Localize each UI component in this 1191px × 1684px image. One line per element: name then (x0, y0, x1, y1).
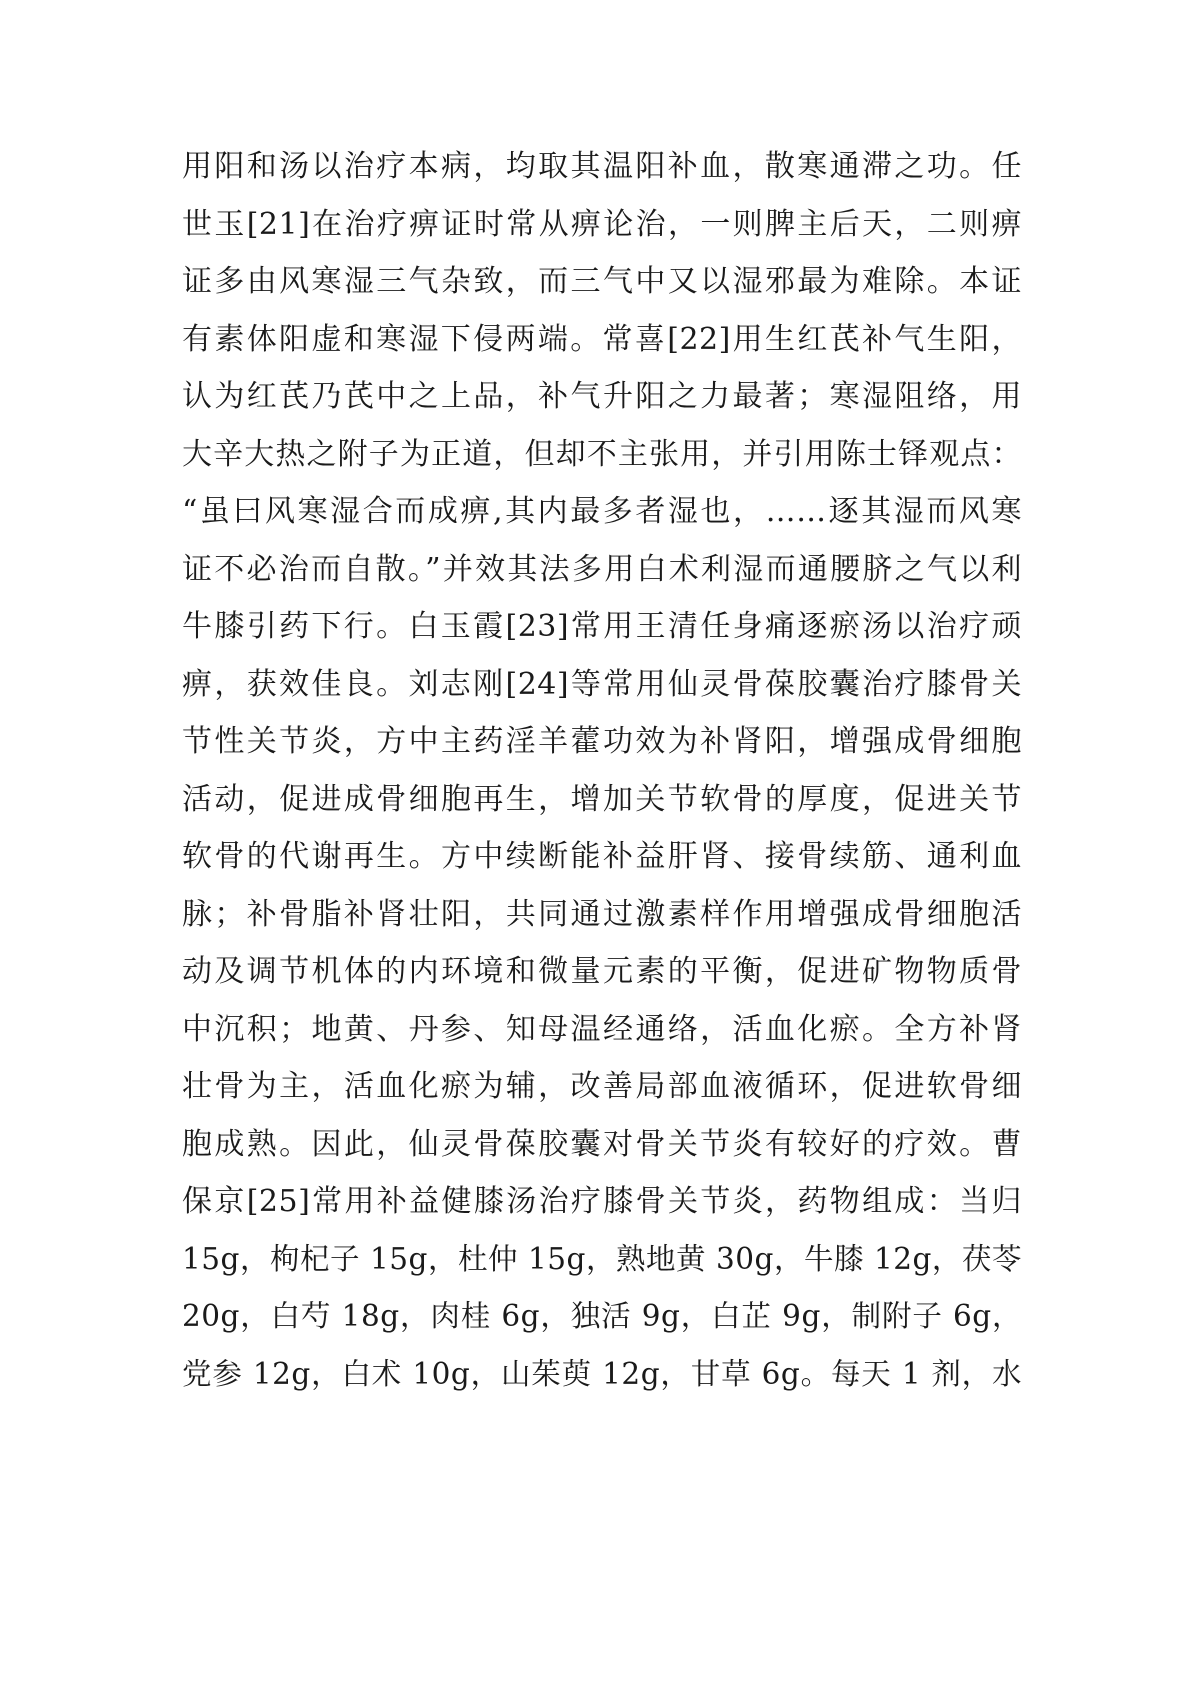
text-line: 活动，促进成骨细胞再生，增加关节软骨的厚度，促进关节 (182, 781, 1022, 817)
text-line: 动及调节机体的内环境和微量元素的平衡，促进矿物物质骨 (182, 954, 1022, 989)
body-text (182, 138, 1022, 1403)
text-line: 脉；补骨脂补肾壮阳，共同通过激素样作用增强成骨细胞活 (182, 896, 1022, 932)
text-line: 证不必治而自散。”并效其法多用白术利湿而通腰脐之气以利 (182, 551, 1022, 587)
text-line: 世玉[21]在治疗痹证时常从痹论治，一则脾主后天，二则痹 (182, 206, 1022, 242)
text-line: 保京[25]常用补益健膝汤治疗膝骨关节炎，药物组成：当归 (182, 1184, 1022, 1219)
text-line: 党参 12g，白术 10g，山茱萸 12g，甘草 6g。每天 1 剂，水 (182, 1356, 1022, 1391)
text-line: 牛膝引药下行。白玉霞[23]常用王清任身痛逐瘀汤以治疗顽 (182, 609, 1022, 644)
text-line: 软骨的代谢再生。方中续断能补益肝肾、接骨续筋、通利血 (182, 839, 1022, 874)
text-line: 认为红芪乃芪中之上品，补气升阳之力最著；寒湿阻络，用 (182, 379, 1022, 414)
text-line: 有素体阳虚和寒湿下侵两端。常喜[22]用生红芪补气生阳， (182, 321, 1022, 357)
text-line: 15g，枸杞子 15g，杜仲 15g，熟地黄 30g，牛膝 12g，茯苓 (182, 1241, 1022, 1276)
text-line: 证多由风寒湿三气杂致，而三气中又以湿邪最为难除。本证 (182, 264, 1022, 299)
text-line: 用阳和汤以治疗本病，均取其温阳补血，散寒通滞之功。任 (182, 149, 1022, 184)
text-line: 壮骨为主，活血化瘀为辅，改善局部血液循环，促进软骨细 (182, 1069, 1022, 1104)
text-line: 痹，获效佳良。刘志刚[24]等常用仙灵骨葆胶囊治疗膝骨关 (182, 666, 1022, 702)
text-line: 节性关节炎，方中主药淫羊藿功效为补肾阳，增强成骨细胞 (182, 724, 1022, 759)
text-line: 20g，白芍 18g，肉桂 6g，独活 9g，白芷 9g，制附子 6g， (182, 1299, 1022, 1333)
text-line: “虽曰风寒湿合而成痹,其内最多者湿也，……逐其湿而风寒 (182, 494, 1022, 529)
text-line: 胞成熟。因此，仙灵骨葆胶囊对骨关节炎有较好的疗效。曹 (182, 1126, 1022, 1162)
text-line: 中沉积；地黄、丹参、知母温经通络，活血化瘀。全方补肾 (182, 1011, 1022, 1047)
text-line: 大辛大热之附子为正道，但却不主张用，并引用陈士铎观点： (182, 436, 1022, 472)
